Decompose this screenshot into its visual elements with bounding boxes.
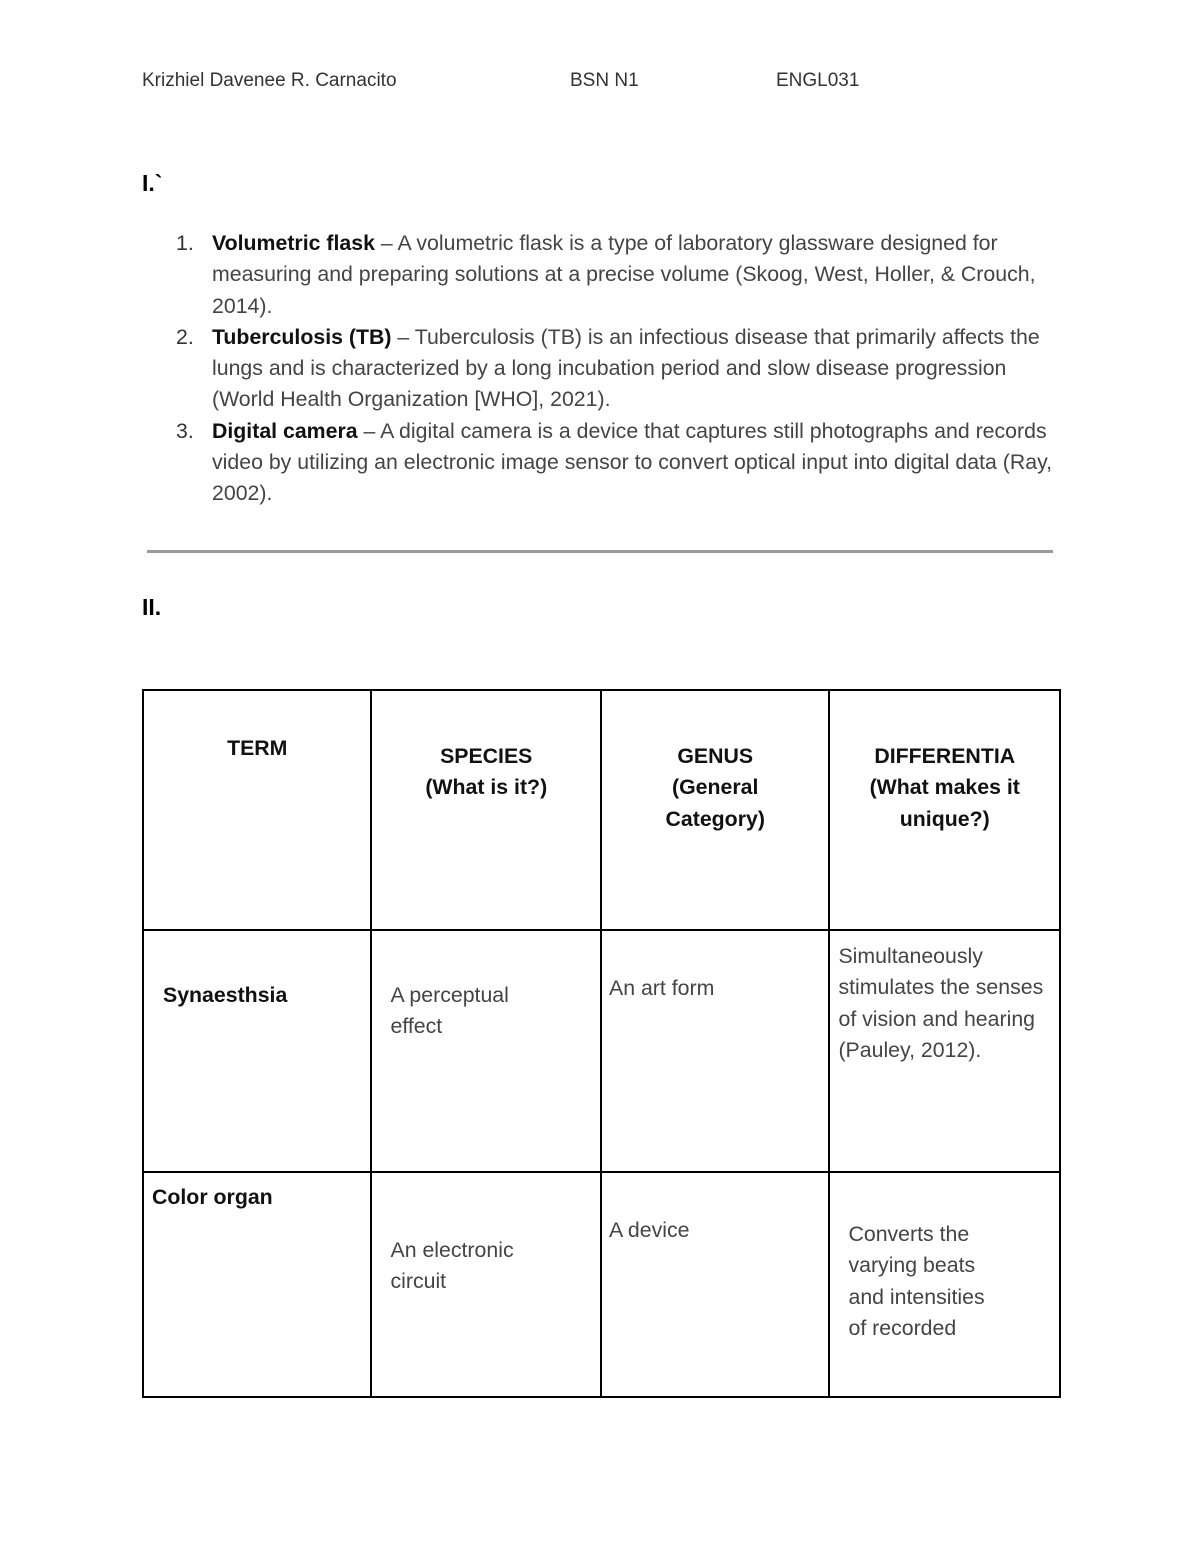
differentia-cell — [829, 930, 1060, 1172]
item-term: Tuberculosis (TB) — [212, 324, 392, 349]
item-definition: – A volumetric flask is a type of laboratory glassware designed for measuring and preparing solutions at a precise volume (Skoog, West, Holler, & Crouch, 2014). — [212, 231, 1036, 318]
list-item — [176, 322, 1062, 416]
item-definition: – A digital camera is a device that captures still photographs and records video by utilizing an electronic image sensor to convert optical input into digital data (Ray, 2002). — [212, 418, 1053, 506]
term-cell — [143, 930, 371, 1172]
header-term: TERM — [227, 736, 288, 760]
row-genus: An art form — [608, 976, 715, 1000]
student-name: Krizhiel Davenee R. Carnacito — [142, 70, 397, 91]
horizontal-divider — [147, 550, 1053, 553]
header-cell-genus — [601, 690, 829, 930]
program-label: BSN N1 — [570, 70, 639, 91]
row-species: A perceptual effect — [390, 983, 509, 1039]
row-differentia: Converts the varying beats and intensities of recorded — [848, 1222, 985, 1340]
item-number: 1. — [176, 231, 194, 255]
header-genus: GENUS (General Category) — [665, 744, 765, 831]
term-cell — [143, 1172, 371, 1397]
header-species: SPECIES (What is it?) — [425, 744, 548, 800]
header-differentia: DIFFERENTIA (What makes it unique?) — [869, 744, 1020, 831]
item-term: Volumetric flask — [212, 231, 375, 255]
section-1-heading: I.` — [142, 170, 163, 196]
section-2-heading: II. — [142, 594, 162, 620]
table-row — [143, 1172, 1060, 1397]
course-code: ENGL031 — [776, 70, 860, 91]
row-differentia: Simultaneously stimulates the senses of vision and hearing (Pauley, 2012). — [838, 944, 1044, 1062]
genus-cell — [601, 930, 829, 1172]
definition-table — [142, 689, 1061, 1398]
differentia-cell — [829, 1172, 1060, 1397]
header-cell-term — [143, 690, 371, 930]
item-number: 3. — [176, 418, 194, 443]
table-row — [143, 930, 1060, 1172]
species-cell — [371, 1172, 601, 1397]
row-species: An electronic circuit — [390, 1238, 514, 1294]
row-genus: A device — [608, 1218, 690, 1242]
header-cell-species — [371, 690, 601, 930]
genus-cell — [601, 1172, 829, 1397]
item-number: 2. — [176, 324, 194, 349]
list-item — [176, 416, 1062, 510]
item-term: Digital camera — [212, 418, 358, 443]
species-cell — [371, 930, 601, 1172]
header-cell-differentia — [829, 690, 1060, 930]
row-term: Color organ — [152, 1185, 273, 1209]
row-term: Synaesthsia — [163, 983, 288, 1007]
table-header-row — [143, 690, 1060, 930]
definitions-list — [176, 228, 1062, 510]
list-item — [176, 228, 1062, 322]
item-definition: – Tuberculosis (TB) is an infectious disease that primarily affects the lungs and is characterized by a long incubation period and slow disease progression (World Health Organization [WHO], 2021). — [212, 324, 1040, 412]
